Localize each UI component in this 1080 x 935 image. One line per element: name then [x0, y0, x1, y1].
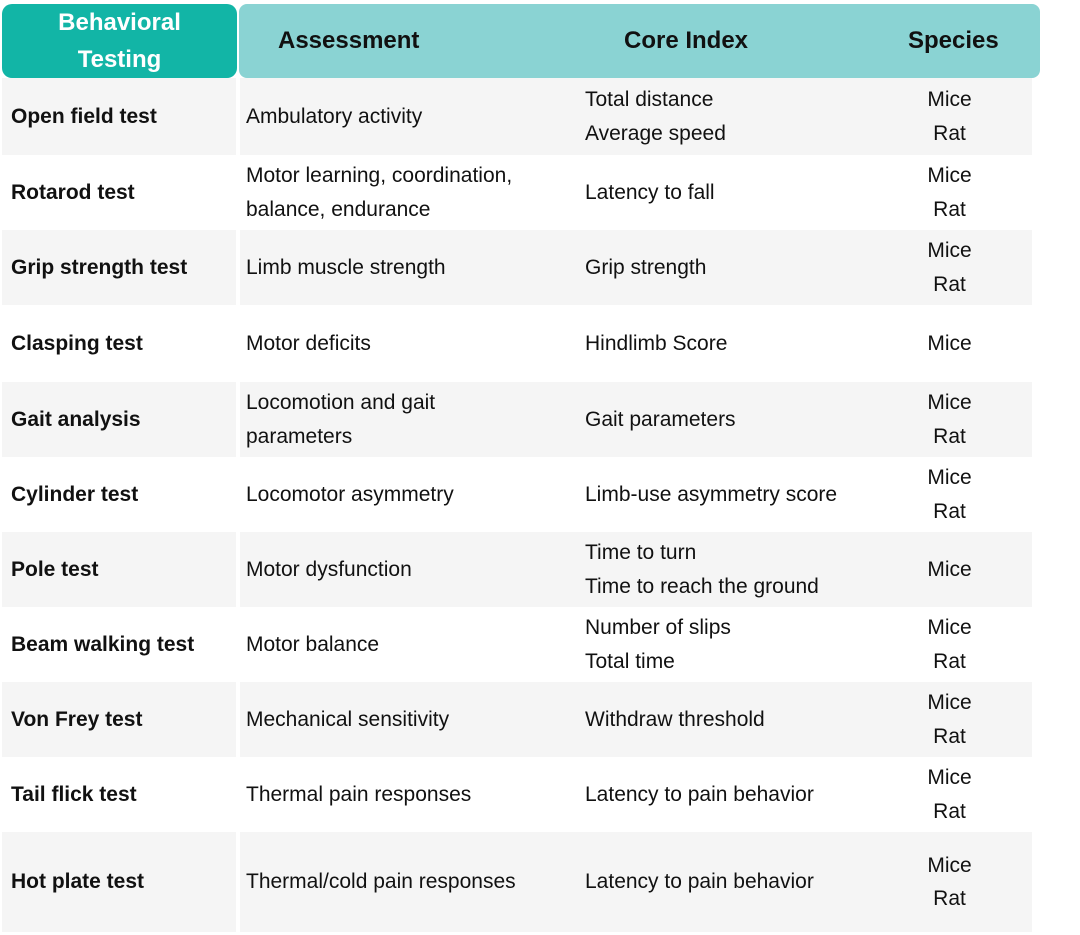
- species-cell: [882, 682, 1017, 757]
- species-cell-line: Mice: [927, 239, 972, 262]
- table-row: [2, 532, 1032, 607]
- assessment-cell-line: Motor dysfunction: [246, 557, 412, 581]
- core-index-cell: [585, 532, 905, 607]
- table-row: [2, 155, 1032, 230]
- column-divider: [236, 382, 240, 457]
- table-row: [2, 682, 1032, 757]
- core-index-cell-line: Average speed: [585, 121, 726, 145]
- species-cell: [882, 532, 1017, 607]
- core-index-cell: [585, 305, 905, 382]
- header-behavioral-testing-line-1: Behavioral: [58, 9, 181, 36]
- species-cell: [882, 607, 1017, 682]
- assessment-cell-line: Locomotor asymmetry: [246, 482, 454, 506]
- core-index-cell: [585, 607, 905, 682]
- column-divider: [236, 457, 240, 532]
- test-name-cell: Clasping test: [11, 331, 143, 355]
- column-divider: [236, 607, 240, 682]
- table-row: [2, 382, 1032, 457]
- species-cell-line: Rat: [933, 272, 966, 296]
- test-name-cell: Cylinder test: [11, 482, 139, 506]
- species-cell-line: Rat: [933, 424, 966, 448]
- species-cell-line: Mice: [927, 616, 972, 639]
- assessment-cell: [246, 382, 571, 457]
- species-cell-line: Mice: [927, 557, 972, 581]
- species-cell: [882, 757, 1017, 832]
- column-divider: [236, 305, 240, 382]
- table-row: [2, 757, 1032, 832]
- species-cell-line: Rat: [933, 499, 966, 523]
- assessment-cell: [246, 757, 571, 832]
- assessment-cell: [246, 305, 571, 382]
- core-index-cell-line: Grip strength: [585, 255, 707, 279]
- species-cell-line: Mice: [927, 691, 972, 714]
- assessment-cell: [246, 230, 571, 305]
- column-divider: [236, 682, 240, 757]
- core-index-cell: [585, 682, 905, 757]
- test-name-cell: Rotarod test: [11, 180, 135, 204]
- species-cell-line: Mice: [927, 164, 972, 187]
- test-name-cell: Beam walking test: [11, 632, 195, 656]
- assessment-cell-line: Thermal/cold pain responses: [246, 870, 516, 894]
- core-index-cell: [585, 230, 905, 305]
- species-cell: [882, 230, 1017, 305]
- header-bar: [239, 4, 1040, 78]
- assessment-cell-line: Motor balance: [246, 632, 380, 656]
- assessment-cell-line: Limb muscle strength: [246, 255, 446, 279]
- species-cell-line: Mice: [927, 766, 972, 789]
- core-index-cell: [585, 78, 905, 155]
- table-row: [2, 230, 1032, 305]
- header-assessment: Assessment: [278, 27, 420, 54]
- species-cell-line: Rat: [933, 649, 966, 673]
- species-cell-line: Mice: [927, 391, 972, 414]
- assessment-cell-line: Locomotion and gait: [246, 391, 436, 414]
- column-divider: [236, 155, 240, 230]
- test-name-cell: Von Frey test: [11, 707, 143, 731]
- assessment-cell: [246, 682, 571, 757]
- species-cell: [882, 155, 1017, 230]
- table-header: [0, 4, 1040, 78]
- assessment-cell-line: balance, endurance: [246, 197, 431, 221]
- assessment-cell-line: Ambulatory activity: [246, 104, 423, 128]
- species-cell: [882, 382, 1017, 457]
- test-name-cell: Pole test: [11, 557, 99, 581]
- species-cell-line: Mice: [927, 466, 972, 489]
- core-index-cell: [585, 457, 905, 532]
- core-index-cell-line: Withdraw threshold: [585, 707, 765, 731]
- assessment-cell: [246, 607, 571, 682]
- core-index-cell-line: Gait parameters: [585, 407, 736, 431]
- table-row: [2, 78, 1032, 155]
- header-behavioral-testing: [2, 4, 237, 78]
- core-index-cell: [585, 832, 905, 932]
- core-index-cell-line: Latency to pain behavior: [585, 782, 814, 806]
- assessment-cell: [246, 155, 571, 230]
- core-index-cell: [585, 382, 905, 457]
- assessment-cell-line: Motor learning, coordination,: [246, 164, 513, 187]
- core-index-cell-line: Limb-use asymmetry score: [585, 482, 838, 506]
- assessment-cell-line: Mechanical sensitivity: [246, 707, 450, 731]
- column-divider: [236, 757, 240, 832]
- core-index-cell-line: Latency to fall: [585, 180, 715, 204]
- species-cell: [882, 305, 1017, 382]
- species-cell: [882, 832, 1017, 932]
- species-cell: [882, 457, 1017, 532]
- species-cell-line: Rat: [933, 121, 966, 145]
- assessment-cell-line: parameters: [246, 424, 353, 448]
- table-row: [2, 305, 1032, 382]
- test-name-cell: Hot plate test: [11, 870, 145, 894]
- species-cell-line: Rat: [933, 197, 966, 221]
- core-index-cell: [585, 757, 905, 832]
- column-divider: [236, 832, 240, 932]
- assessment-cell: [246, 832, 571, 932]
- column-divider: [236, 532, 240, 607]
- table-row: [2, 457, 1032, 532]
- species-cell-line: Rat: [933, 724, 966, 748]
- assessment-cell-line: Motor deficits: [246, 331, 371, 355]
- core-index-cell-line: Time to turn: [585, 541, 697, 564]
- species-cell-line: Mice: [927, 88, 972, 111]
- test-name-cell: Tail flick test: [11, 782, 137, 806]
- core-index-cell-line: Total distance: [585, 88, 714, 111]
- core-index-cell-line: Total time: [585, 649, 675, 673]
- core-index-cell: [585, 155, 905, 230]
- assessment-cell-line: Thermal pain responses: [246, 782, 472, 806]
- header-core-index: Core Index: [624, 27, 749, 54]
- test-name-cell: Gait analysis: [11, 407, 141, 431]
- test-name-cell: Grip strength test: [11, 255, 188, 279]
- species-cell: [882, 78, 1017, 155]
- species-cell-line: Mice: [927, 853, 972, 877]
- core-index-cell-line: Time to reach the ground: [585, 574, 819, 598]
- header-behavioral-testing-line-2: Testing: [77, 46, 162, 73]
- column-divider: [236, 78, 240, 155]
- assessment-cell: [246, 457, 571, 532]
- species-cell-line: Rat: [933, 799, 966, 823]
- assessment-cell: [246, 78, 571, 155]
- species-cell-line: Rat: [933, 887, 966, 910]
- column-divider: [236, 230, 240, 305]
- core-index-cell-line: Hindlimb Score: [585, 331, 728, 355]
- table-row: [2, 832, 1032, 932]
- core-index-cell-line: Latency to pain behavior: [585, 870, 814, 894]
- species-cell-line: Mice: [927, 331, 972, 355]
- table-row: [2, 607, 1032, 682]
- header-species: Species: [908, 27, 999, 54]
- assessment-cell: [246, 532, 571, 607]
- test-name-cell: Open field test: [11, 104, 157, 128]
- core-index-cell-line: Number of slips: [585, 616, 731, 639]
